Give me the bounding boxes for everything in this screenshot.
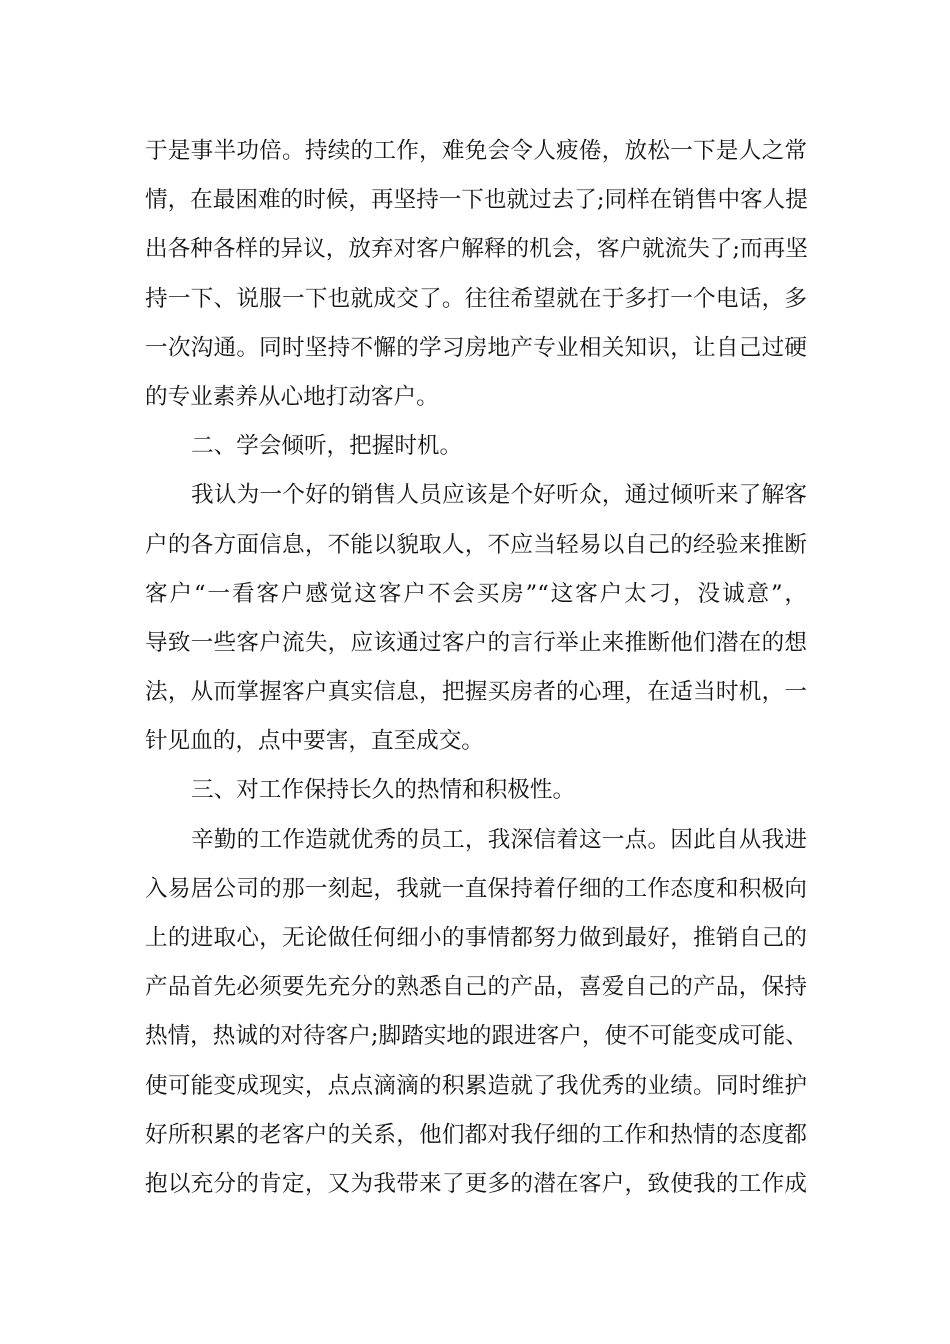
- text-line: 上的进取心，无论做任何细小的事情都努力做到最好，推销自己的: [145, 925, 807, 951]
- text-line: 针见血的，点中要害，直至成交。: [145, 728, 484, 755]
- text-line: 于是事半功倍。持续的工作，难免会令人疲倦，放松一下是人之常: [145, 138, 807, 164]
- text-line: 热情，热诚的对待客户;脚踏实地的跟进客户，使不可能变成可能、: [145, 1023, 808, 1050]
- text-line: 我认为一个好的销售人员应该是个好听众，通过倾听来了解客: [191, 482, 807, 509]
- paragraph-continuation: [145, 127, 807, 422]
- text-line: 抱以充分的肯定，又为我带来了更多的潜在客户，致使我的工作成: [145, 1170, 807, 1197]
- text-line: 辛勤的工作造就优秀的员工，我深信着这一点。因此自从我进: [191, 826, 807, 853]
- text-line: 导致一些客户流失，应该通过客户的言行举止来推断他们潜在的想: [145, 629, 807, 656]
- section-heading-3: [145, 766, 807, 815]
- text-line: 客户“一看客户感觉这客户不会买房”“这客户太刁，没诚意”，: [145, 580, 807, 607]
- text-line: 好所积累的老客户的关系，他们都对我仔细的工作和热情的态度都: [145, 1121, 807, 1148]
- section-heading-2: [145, 422, 807, 471]
- text-line: 情，在最困难的时候，再坚持一下也就过去了;同样在销售中客人提: [145, 187, 808, 214]
- text-line: 一次沟通。同时坚持不懈的学习房地产专业相关知识，让自己过硬: [145, 334, 807, 361]
- text-line: 入易居公司的那一刻起，我就一直保持着仔细的工作态度和积极向: [145, 875, 807, 902]
- text-line: 法，从而掌握客户真实信息，把握买房者的心理，在适当时机，一: [145, 679, 807, 706]
- heading-line: 二、学会倾听，把握时机。: [191, 433, 463, 460]
- text-line: 产品首先必须要先充分的熟悉自己的产品，喜爱自己的产品，保持: [145, 974, 807, 1001]
- text-line: 的专业素养从心地打动客户。: [145, 383, 439, 410]
- document-body: [145, 127, 807, 1209]
- text-line: 出各种各样的异议，放弃对客户解释的机会，客户就流失了;而再坚: [145, 236, 808, 263]
- heading-line: 三、对工作保持长久的热情和积极性。: [191, 777, 576, 804]
- text-line: 使可能变成现实，点点滴滴的积累造就了我优秀的业绩。同时维护: [145, 1072, 807, 1099]
- text-line: 持一下、说服一下也就成交了。往往希望就在于多打一个电话，多: [145, 285, 807, 312]
- text-line: 户的各方面信息，不能以貌取人，不应当轻易以自己的经验来推断: [145, 531, 807, 558]
- paragraph-diligence: [145, 816, 807, 1210]
- paragraph-listening: [145, 471, 807, 766]
